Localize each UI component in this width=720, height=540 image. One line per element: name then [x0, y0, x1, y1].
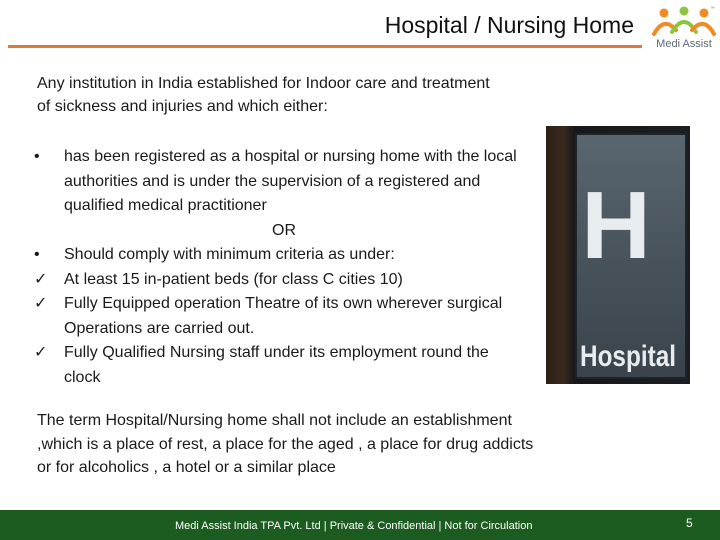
- list-item-text: Fully Qualified Nursing staff under its employment round the clock: [64, 344, 489, 386]
- criteria-list: [34, 145, 524, 390]
- checkmark-icon: ✓: [34, 295, 48, 312]
- slide-title: Hospital / Nursing Home: [384, 12, 634, 38]
- checkmark-icon: ✓: [34, 344, 48, 361]
- bullet-marker: •: [34, 246, 40, 263]
- checkmark-icon: ✓: [34, 270, 48, 288]
- sign-word: Hospital: [580, 340, 676, 373]
- page-number: 5: [686, 516, 693, 530]
- people-logo-icon: [650, 4, 718, 40]
- hospital-sign-image: [546, 126, 690, 384]
- list-item: [34, 341, 524, 390]
- or-separator: [34, 219, 524, 244]
- list-item-text: has been registered as a hospital or nursing home with the local authorities and is under the supervision of a registered and qualified medical practitioner: [64, 148, 517, 214]
- footer-text: Medi Assist India TPA Pvt. Ltd | Private & Confidential | Not for Circulation: [175, 520, 533, 532]
- sign-letter: H: [581, 172, 651, 279]
- list-item-text: At least 15 in-patient beds (for class C cities 10): [64, 270, 403, 288]
- closing-paragraph: The term Hospital/Nursing home shall not include an establishment ,which is a place of rest, a place for the aged , a place for drug addicts or for alcoholics , a hotel or a similar place: [37, 412, 534, 476]
- title-underline: [8, 45, 642, 48]
- list-item: [34, 243, 524, 268]
- list-item: [34, 145, 524, 219]
- list-item-text: Fully Equipped operation Theatre of its own wherever surgical Operations are carried out.: [64, 295, 503, 337]
- list-item: [34, 292, 524, 341]
- footer-bar: [0, 510, 720, 540]
- list-item: [34, 268, 524, 293]
- list-item-text: Should comply with minimum criteria as under:: [64, 246, 395, 263]
- logo-text: Medi Assist: [656, 38, 712, 50]
- or-text: OR: [272, 221, 296, 239]
- intro-paragraph: Any institution in India established for Indoor care and treatment of sickness and injuries and which either:: [37, 75, 490, 115]
- bullet-marker: •: [34, 148, 40, 165]
- trademark-symbol: ™: [710, 6, 715, 12]
- medi-assist-logo: [650, 4, 718, 56]
